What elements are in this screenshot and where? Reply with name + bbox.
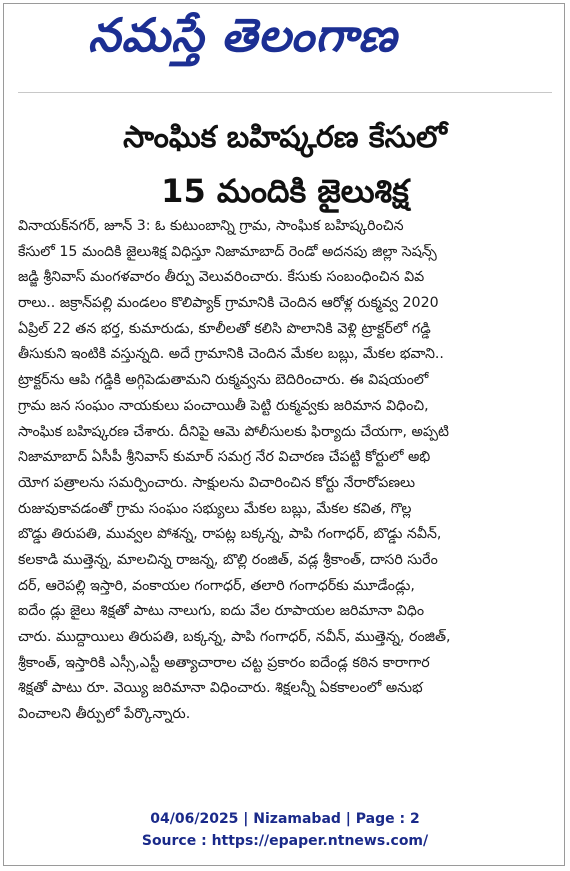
edition-info: 04/06/2025 | Nizamabad | Page : 2	[150, 811, 420, 827]
article-line: శిక్షతో పాటు రూ. వెయ్యి జరిమానా విధించారు. శిక్షలన్నీ ఏకకాలంలో అనుభ	[18, 680, 423, 697]
article-line: తీసుకుని ఇంటికి వస్తున్నది. అదే గ్రామానికి చెందిన మేకల బబ్లు, మేకల భవాని..	[18, 346, 444, 363]
headline-line-2: 15 మందికి జైలుశిక్ష	[161, 172, 409, 210]
source-link[interactable]: Source : https://epaper.ntnews.com/	[141, 833, 429, 849]
article-line: చారు. ముద్దాయిలు తిరుపతి, బక్కన్న, పాపి గంగాధర్, నవీన్, ముత్తెన్న, రంజిత్,	[18, 629, 451, 645]
article-line: వినాయక్‌నగర్, జూన్ 3: ఓ కుటుంబాన్ని గ్రామ, సాంఘిక బహిష్కరించిన	[18, 218, 404, 234]
article-line: కలకాడి ముత్తెన్న, మాలచిన్న రాజన్న, బొల్లి రంజిత్, వడ్ల శ్రీకాంత్, దాసరి సురేం	[18, 551, 438, 568]
article-line: సాంఘిక బహిష్కరణ చేశారు. దీనిపై ఆమె పోలీసులకు ఫిర్యాదు చేయగా, అప్పటి	[18, 423, 450, 440]
article-line: దర్, ఆరెపల్లి ఇస్తారి, వంకాయల గంగాధర్, తలారి గంగాధర్‌కు మూడేండ్లు,	[18, 577, 415, 594]
article-line: రాలు.. జక్రాన్‌పల్లి మండలం కొలిప్యాక్ గ్రామానికి చెందిన ఆరోళ్ల రుక్మవ్వ 2020	[18, 295, 439, 312]
article-line: నిజామాబాద్ ఏసీపీ శ్రీనివాస్ కుమార్ సమగ్ర నేర విచారణ చేపట్టి కోర్టులో అభి	[18, 449, 431, 466]
article-line: వించాలని తీర్పులో పేర్కొన్నారు.	[18, 706, 191, 723]
newspaper-masthead	[0, 6, 570, 72]
article-line: ఏప్రిల్ 22 తన భర్త, కుమారుడు, కూలీలతో కలిసి పొలానికి వెళ్లి ట్రాక్టర్‌లో గడ్డి	[18, 320, 431, 337]
article-line: యోగ పత్రాలను సమర్పించారు. సాక్షులను విచారించిన కోర్టు నేరారోపణలు	[18, 474, 416, 491]
article-line: ట్రాక్టర్‌ను ఆపి గడ్డికి అగ్గిపెడుతామని రుక్మవ్వను బెదిరించారు. ఈ విషయంలో	[18, 372, 429, 389]
masthead-divider	[18, 92, 552, 93]
masthead-title: నమస్తే తెలంగాణ	[88, 8, 398, 62]
article-line: జడ్జి శ్రీనివాస్ మంగళవారం తీర్పు వెలువరించారు. కేసుకు సంబంధించిన వివ	[18, 269, 425, 286]
article-body	[18, 214, 550, 728]
article-line: గ్రామ జన సంఘం నాయకులు పంచాయితీ పెట్టి రుక్మవ్వకు జరిమాన విధించి,	[18, 397, 429, 414]
headline-line-1: సాంఘిక బహిష్కరణ కేసులో	[123, 120, 447, 155]
article-line: కేసులో 15 మందికి జైలుశిక్ష విధిస్తూ నిజామాబాద్ రెండో అదనపు జిల్లా సెషన్స్	[18, 243, 437, 260]
article-line: రుజువుకావడంతో గ్రామ సంఘం సభ్యులు మేకల బబ్లు, మేకల కవిత, గొల్ల	[18, 500, 412, 517]
article-line: శ్రీకాంత్, ఇస్తారికి ఎస్సీ,ఎస్టీ అత్యాచారాల చట్ట ప్రకారం ఐదేండ్ల కఠిన కారాగార	[18, 654, 430, 671]
article-line: బొడ్డు తిరుపతి, మువ్వల పోశన్న, రాపట్ల బక్కన్న, పాపి గంగాధర్, బొడ్డు నవీన్,	[18, 526, 442, 543]
article-line: ఐదేం డ్లు జైలు శిక్షతో పాటు నాలుగు, ఐదు వేల రూపాయల జరిమానా విధిం	[18, 603, 425, 620]
